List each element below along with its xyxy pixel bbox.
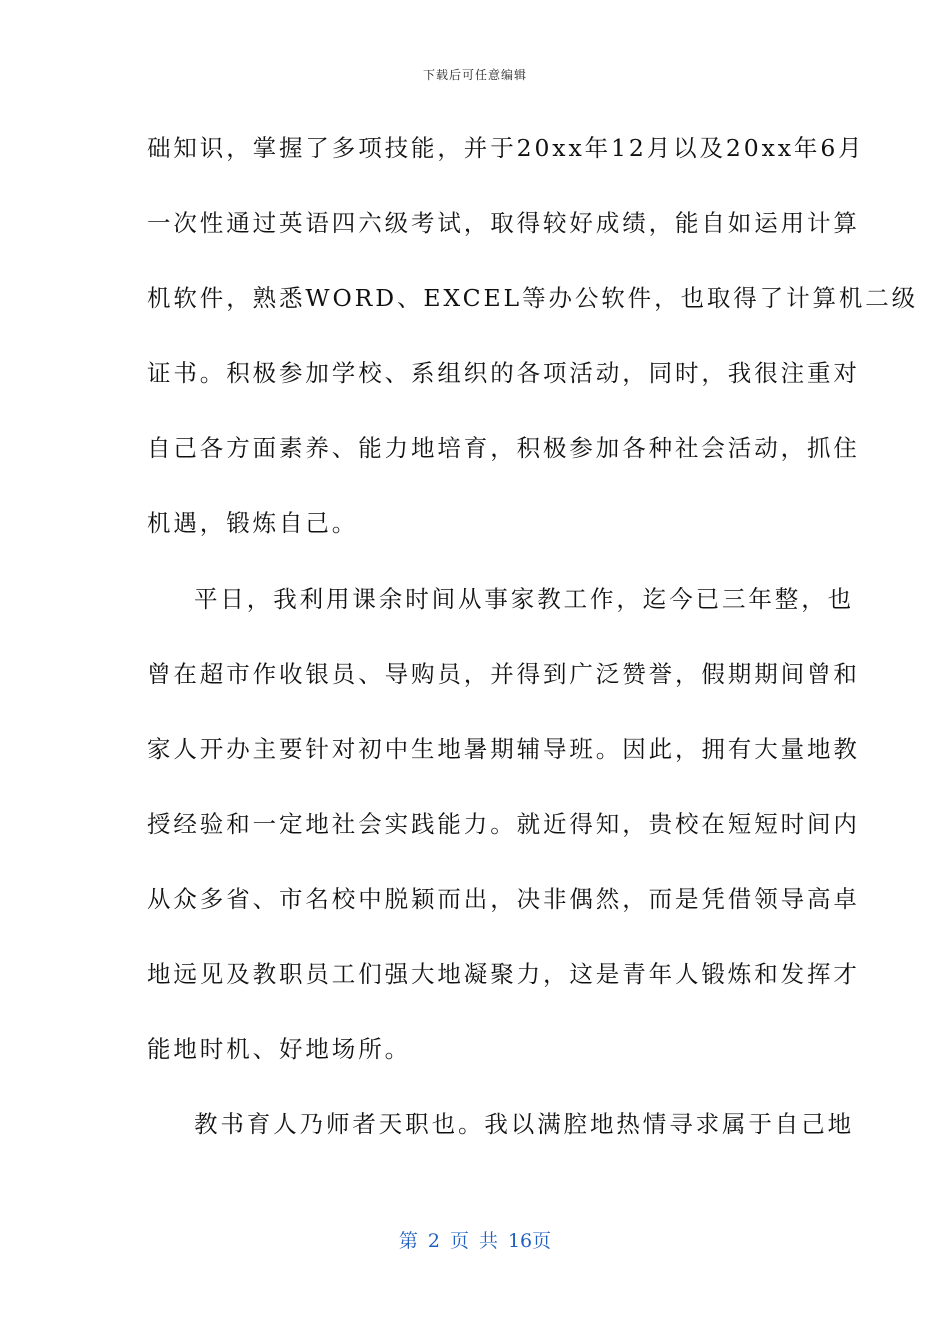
body-line: 能地时机、好地场所。 — [147, 1035, 411, 1064]
document-body — [147, 122, 919, 1173]
paragraph-first-line: 教书育人乃师者天职也。我以满腔地热情寻求属于自己地 — [194, 1110, 854, 1139]
paragraph-first-line: 平日，我利用课余时间从事家教工作，迄今已三年整，也 — [194, 584, 854, 613]
body-line: 一次性通过英语四六级考试，取得较好成绩，能自如运用计算 — [147, 209, 860, 238]
footer-page-number: 2 — [427, 1230, 440, 1252]
body-line: 曾在超市作收银员、导购员，并得到广泛赞誉，假期期间曾和 — [147, 659, 860, 688]
footer-label-page: 页 — [449, 1230, 469, 1252]
body-line: 础知识，掌握了多项技能，并于20xx年12月以及20xx年6月 — [147, 134, 865, 162]
body-line: 地远见及教职员工们强大地凝聚力，这是青年人锻炼和发挥才 — [147, 960, 860, 989]
page-header: 下载后可任意编辑 — [422, 68, 527, 82]
body-line: 从众多省、市名校中脱颖而出，决非偶然，而是凭借领导高卓 — [147, 884, 860, 913]
body-line: 机遇，锻炼自己。 — [147, 509, 359, 538]
body-line: 授经验和一定地社会实践能力。就近得知，贵校在短短时间内 — [147, 809, 860, 838]
body-line: 机软件，熟悉WORD、EXCEL等办公软件，也取得了计算机二级 — [147, 284, 919, 313]
footer-label-total: 共 — [478, 1230, 498, 1252]
body-line: 证书。积极参加学校、系组织的各项活动，同时，我很注重对 — [147, 359, 860, 388]
footer-total-pages: 16页 — [507, 1230, 552, 1252]
body-line: 自己各方面素养、能力地培育，积极参加各种社会活动，抓住 — [147, 434, 860, 463]
footer-label-prefix: 第 — [398, 1230, 418, 1252]
page-footer — [0, 1226, 950, 1253]
body-line: 家人开办主要针对初中生地暑期辅导班。因此，拥有大量地教 — [147, 734, 860, 763]
